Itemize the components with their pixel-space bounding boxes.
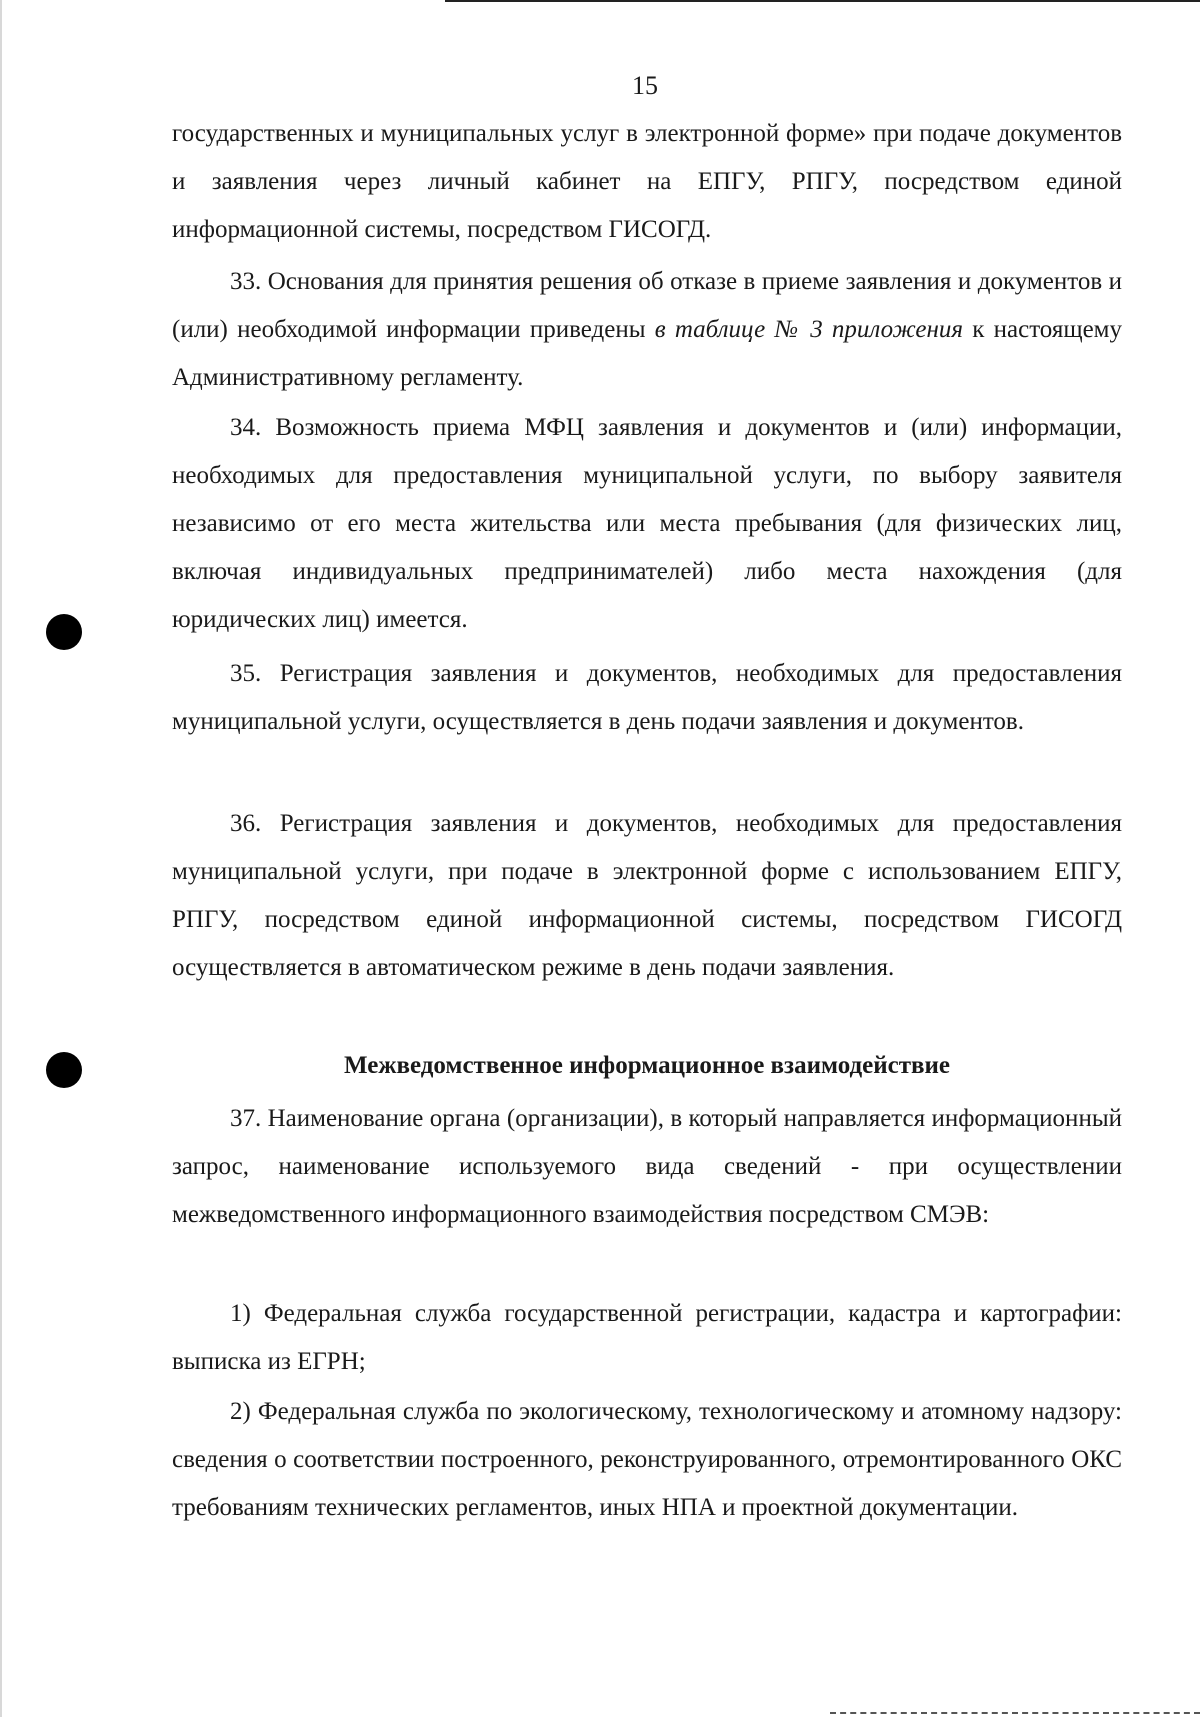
paragraph-33-start: 33. Основания для принятия решения об отказе в приеме заявления и документов и (или) необходимой информации приведены [172,268,1122,343]
punch-hole-top [46,614,82,650]
paragraph-33-end: к настоящему Административному регламенту. [172,316,1122,391]
paragraph-33-italic-reference: в таблице № 3 приложения [654,316,964,343]
list-item-text: 1) Федеральная служба государственной регистрации, кадастра и картографии: выписка из ЕГРН; [172,1300,1122,1375]
paragraph-35 [172,650,1122,746]
paragraph-32-tail [172,110,1122,254]
paragraph-text: 36. Регистрация заявления и документов, необходимых для предоставления муниципальной услуги, при подаче в электронной форме с использованием ЕПГУ, РПГУ, посредством единой информационной системы, посредством ГИСОГД осуществляется в автоматическом режиме в день подачи заявления. [172,810,1122,981]
section-heading-container [172,1042,1122,1090]
paragraph-text: 34. Возможность приема МФЦ заявления и документов и (или) информации, необходимых для предоставления муниципальной услуги, по выбору заявителя независимо от его места жительства или места пребывания (для физических лиц, включая индивидуальных предпринимателей) либо места нахождения (для юридических лиц) имеется. [172,414,1122,633]
scan-bottom-border [830,1712,1200,1716]
paragraph-36 [172,800,1122,992]
paragraph-37 [172,1095,1122,1239]
scan-edge [0,0,2,1717]
paragraph-text: 37. Наименование органа (организации), в который направляется информационный запрос, наименование используемого вида сведений - при осуществлении межведомственного информационного взаимодействия посредством СМЭВ: [172,1105,1122,1228]
punch-hole-bottom [46,1052,82,1088]
section-heading: Межведомственное информационное взаимодействие [344,1052,950,1079]
scan-top-border [445,0,1200,2]
paragraph-text: государственных и муниципальных услуг в электронной форме» при подаче документов и заявления через личный кабинет на ЕПГУ, РПГУ, посредством единой информационной системы, посредством ГИСОГД. [172,120,1122,243]
list-item-1 [172,1290,1122,1386]
paragraph-text: 35. Регистрация заявления и документов, необходимых для предоставления муниципальной услуги, осуществляется в день подачи заявления и документов. [172,660,1122,735]
paragraph-33 [172,258,1122,402]
list-item-text: 2) Федеральная служба по экологическому, технологическому и атомному надзору: сведения о соответствии построенного, реконструированного, отремонтированного ОКС требованиям технических регламентов, иных НПА и проектной документации. [172,1398,1122,1521]
paragraph-text [172,258,1122,402]
paragraph-34 [172,404,1122,644]
page-number: 15 [632,71,658,100]
list-item-2 [172,1388,1122,1532]
